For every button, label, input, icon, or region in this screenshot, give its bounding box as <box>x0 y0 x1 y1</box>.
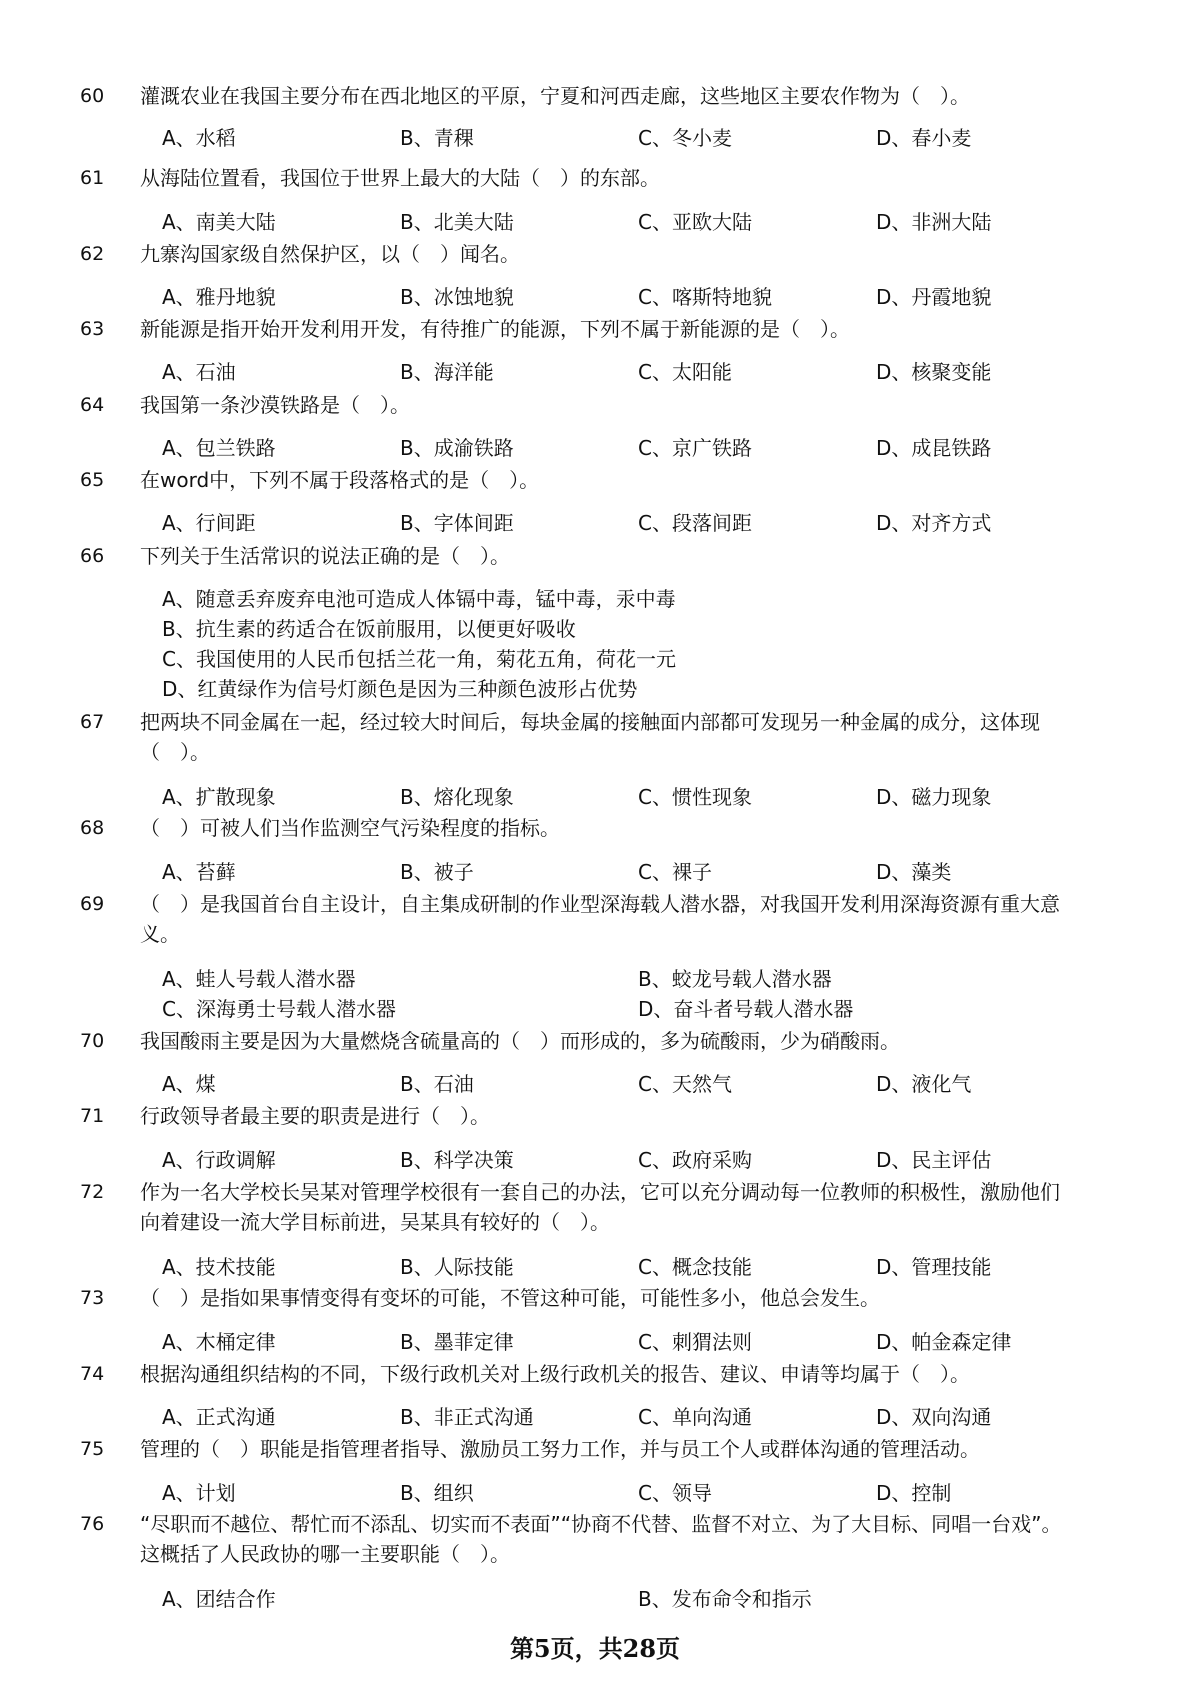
option-d: D、双向沟通 <box>876 1405 992 1429</box>
option-c: C、天然气 <box>638 1072 732 1096</box>
option-a: A、扩散现象 <box>162 785 276 809</box>
option-c: C、裸子 <box>638 860 712 884</box>
question-number: 60 <box>80 85 105 107</box>
question-number: 61 <box>80 167 105 189</box>
option-a: A、南美大陆 <box>162 210 276 234</box>
question-number: 66 <box>80 545 105 567</box>
option-b: B、发布命令和指示 <box>638 1587 812 1611</box>
question-stem: 九寨沟国家级自然保护区，以（ ）闻名。 <box>140 242 520 266</box>
question-stem: （ ）是我国首台自主设计，自主集成研制的作业型深海载人潜水器，对我国开发利用深海资源有重大意义。 <box>140 892 1060 946</box>
question-stem: 灌溉农业在我国主要分布在西北地区的平原，宁夏和河西走廊，这些地区主要农作物为（ ）。 <box>140 84 970 108</box>
option-a: A、木桶定律 <box>162 1330 276 1354</box>
question-number: 75 <box>80 1438 105 1460</box>
question-stem: 行政领导者最主要的职责是进行（ ）。 <box>140 1104 490 1128</box>
option-a: A、蛙人号载人潜水器 <box>162 967 356 991</box>
question-stem: 我国第一条沙漠铁路是（ ）。 <box>140 393 410 417</box>
option-a: A、团结合作 <box>162 1587 276 1611</box>
question-number: 68 <box>80 817 105 839</box>
option-c: C、概念技能 <box>638 1255 752 1279</box>
option-b: B、青稞 <box>400 126 474 150</box>
question-number: 64 <box>80 394 105 416</box>
page-footer: 第5页，共28页 <box>509 1634 681 1663</box>
option-a: A、煤 <box>162 1072 216 1096</box>
option-b: B、熔化现象 <box>400 785 514 809</box>
option-b: B、蛟龙号载人潜水器 <box>638 967 832 991</box>
option-a: A、技术技能 <box>162 1255 276 1279</box>
option-c: C、惯性现象 <box>638 785 752 809</box>
option-b: B、人际技能 <box>400 1255 514 1279</box>
option-b: B、成渝铁路 <box>400 436 514 460</box>
question-stem: 管理的（ ）职能是指管理者指导、激励员工努力工作，并与员工个人或群体沟通的管理活动。 <box>140 1437 980 1461</box>
option-d: D、液化气 <box>876 1072 972 1096</box>
option-d: D、控制 <box>876 1481 952 1505</box>
question-number: 67 <box>80 711 105 733</box>
option-b: B、墨菲定律 <box>400 1330 514 1354</box>
option-c: C、政府采购 <box>638 1148 752 1172</box>
option-a: A、行间距 <box>162 511 256 535</box>
option-a: A、行政调解 <box>162 1148 276 1172</box>
question-number: 76 <box>80 1513 105 1535</box>
question-number: 65 <box>80 469 105 491</box>
option-a: A、雅丹地貌 <box>162 285 276 309</box>
option-d: D、奋斗者号载人潜水器 <box>638 997 854 1021</box>
question-number: 70 <box>80 1030 105 1052</box>
option-c: C、太阳能 <box>638 360 732 384</box>
option-a: A、计划 <box>162 1481 236 1505</box>
question-number: 63 <box>80 318 105 340</box>
question-number: 69 <box>80 893 105 915</box>
option-d: D、民主评估 <box>876 1148 992 1172</box>
option-c: C、单向沟通 <box>638 1405 752 1429</box>
option-a: A、水稻 <box>162 126 236 150</box>
option-a: A、随意丢弃废弃电池可造成人体镉中毒，锰中毒，汞中毒 <box>162 587 676 611</box>
option-d: D、成昆铁路 <box>876 436 992 460</box>
option-b: B、抗生素的药适合在饭前服用，以便更好吸收 <box>162 617 576 641</box>
question-stem: 我国酸雨主要是因为大量燃烧含硫量高的（ ）而形成的，多为硫酸雨，少为硝酸雨。 <box>140 1029 900 1053</box>
option-d: D、藻类 <box>876 860 952 884</box>
option-c: C、京广铁路 <box>638 436 752 460</box>
option-c: C、刺猬法则 <box>638 1330 752 1354</box>
option-d: D、核聚变能 <box>876 360 992 384</box>
option-b: B、石油 <box>400 1072 474 1096</box>
question-stem: 根据沟通组织结构的不同，下级行政机关对上级行政机关的报告、建议、申请等均属于（ ）。 <box>140 1362 970 1386</box>
question-number: 73 <box>80 1287 105 1309</box>
option-c: C、喀斯特地貌 <box>638 285 772 309</box>
question-stem: （ ）可被人们当作监测空气污染程度的指标。 <box>140 816 560 840</box>
question-stem: “尽职而不越位、帮忙而不添乱、切实而不表面”“协商不代替、监督不对立、为了大目标、同唱一台戏”。这概括了人民政协的哪一主要职能（ ）。 <box>140 1512 1062 1566</box>
option-b: B、被子 <box>400 860 474 884</box>
option-c: C、深海勇士号载人潜水器 <box>162 997 396 1021</box>
option-d: D、非洲大陆 <box>876 210 992 234</box>
option-d: D、帕金森定律 <box>876 1330 1012 1354</box>
option-d: D、对齐方式 <box>876 511 992 535</box>
option-d: D、磁力现象 <box>876 785 992 809</box>
option-c: C、领导 <box>638 1481 712 1505</box>
option-b: B、组织 <box>400 1481 474 1505</box>
option-b: B、海洋能 <box>400 360 494 384</box>
option-d: D、丹霞地貌 <box>876 285 992 309</box>
option-b: B、科学决策 <box>400 1148 514 1172</box>
question-stem: 从海陆位置看，我国位于世界上最大的大陆（ ）的东部。 <box>140 166 660 190</box>
question-stem: （ ）是指如果事情变得有变坏的可能，不管这种可能，可能性多小，他总会发生。 <box>140 1286 880 1310</box>
option-a: A、包兰铁路 <box>162 436 276 460</box>
question-number: 71 <box>80 1105 105 1127</box>
option-c: C、段落间距 <box>638 511 752 535</box>
question-stem: 把两块不同金属在一起，经过较大时间后，每块金属的接触面内部都可发现另一种金属的成分，这体现（ ）。 <box>140 710 1040 764</box>
question-stem: 作为一名大学校长吴某对管理学校很有一套自己的办法，它可以充分调动每一位教师的积极性，激励他们向着建设一流大学目标前进，吴某具有较好的（ ）。 <box>140 1180 1060 1234</box>
option-a: A、苔藓 <box>162 860 236 884</box>
option-c: C、我国使用的人民币包括兰花一角，菊花五角，荷花一元 <box>162 647 676 671</box>
option-a: A、石油 <box>162 360 236 384</box>
option-b: B、冰蚀地貌 <box>400 285 514 309</box>
question-stem: 下列关于生活常识的说法正确的是（ ）。 <box>140 544 510 568</box>
option-c: C、亚欧大陆 <box>638 210 752 234</box>
question-number: 72 <box>80 1181 105 1203</box>
option-d: D、管理技能 <box>876 1255 992 1279</box>
question-stem: 在word中，下列不属于段落格式的是（ ）。 <box>140 468 540 492</box>
option-d: D、红黄绿作为信号灯颜色是因为三种颜色波形占优势 <box>162 677 638 701</box>
option-b: B、非正式沟通 <box>400 1405 534 1429</box>
option-d: D、春小麦 <box>876 126 972 150</box>
question-stem: 新能源是指开始开发利用开发，有待推广的能源，下列不属于新能源的是（ ）。 <box>140 317 850 341</box>
question-number: 74 <box>80 1363 105 1385</box>
question-number: 62 <box>80 243 105 265</box>
option-b: B、字体间距 <box>400 511 514 535</box>
option-c: C、冬小麦 <box>638 126 732 150</box>
option-b: B、北美大陆 <box>400 210 514 234</box>
option-a: A、正式沟通 <box>162 1405 276 1429</box>
